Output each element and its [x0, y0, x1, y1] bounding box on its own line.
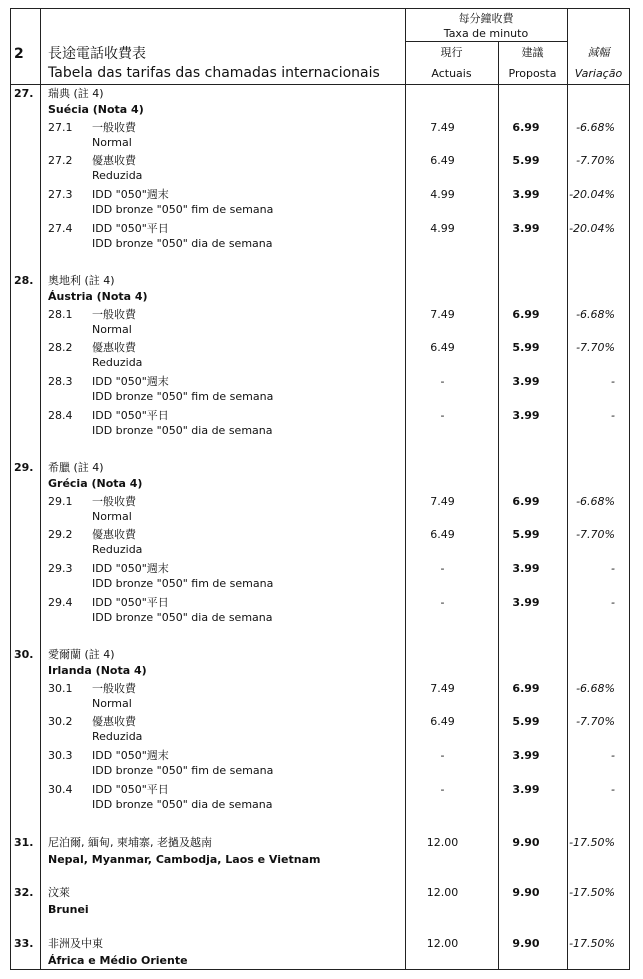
rate-proposed: 6.99 [512, 308, 540, 321]
tariff-item-code: 30.4 [48, 783, 73, 796]
tariff-item-chinese: 優惠收費 [92, 528, 136, 541]
rate-variation: -20.04% [569, 188, 615, 201]
rate-current: - [440, 783, 445, 796]
rate-proposed: 3.99 [512, 222, 540, 235]
rate-current: 6.49 [430, 154, 455, 167]
rate-current: - [440, 375, 445, 388]
rate-current: 6.49 [430, 715, 455, 728]
tariff-item-code: 29.4 [48, 596, 73, 609]
tariff-item-code: 27.1 [48, 121, 73, 134]
tariff-item-portuguese: IDD bronze "050" fim de semana [92, 764, 274, 777]
region-name-chinese: 汶萊 [48, 886, 70, 899]
region-name-portuguese: África e Médio Oriente [48, 954, 188, 967]
tariff-item-code: 27.4 [48, 222, 73, 235]
tariff-item-code: 29.3 [48, 562, 73, 575]
rate-current: 7.49 [430, 682, 455, 695]
country-name-chinese: 愛爾蘭 (註 4) [48, 648, 115, 661]
tariff-item-portuguese: IDD bronze "050" dia de semana [92, 237, 273, 250]
rate-variation: -20.04% [569, 222, 615, 235]
country-name-portuguese: Grécia (Nota 4) [48, 477, 143, 490]
tariff-item-portuguese: Reduzida [92, 543, 143, 556]
rate-variation: -7.70% [576, 154, 615, 167]
rate-proposed: 5.99 [512, 528, 540, 541]
rate-variation: -17.50% [569, 836, 615, 849]
rate-variation: - [611, 562, 615, 575]
rate-current: 6.49 [430, 528, 455, 541]
header-variation-chinese: 減幅 [587, 46, 610, 59]
rate-proposed: 6.99 [512, 682, 540, 695]
tariff-item-code: 28.1 [48, 308, 73, 321]
country-name-chinese: 希臘 (註 4) [48, 461, 104, 474]
tariff-item-portuguese: IDD bronze "050" dia de semana [92, 611, 273, 624]
rate-current: 7.49 [430, 495, 455, 508]
rate-variation: -6.68% [576, 308, 615, 321]
rate-variation: -7.70% [576, 341, 615, 354]
rate-current: 4.99 [430, 188, 455, 201]
tariff-item-code: 30.2 [48, 715, 73, 728]
rate-current: - [440, 409, 445, 422]
tariff-item-chinese: IDD "050"平日 [92, 222, 169, 235]
country-name-portuguese: Áustria (Nota 4) [48, 290, 148, 303]
tariff-item-chinese: IDD "050"平日 [92, 596, 169, 609]
tariff-item-portuguese: IDD bronze "050" fim de semana [92, 390, 274, 403]
header-variation-portuguese: Variação [574, 67, 623, 80]
region-name-chinese: 非洲及中東 [48, 937, 103, 950]
header-current-portuguese: Actuais [431, 67, 472, 80]
tariff-item-portuguese: Normal [92, 697, 132, 710]
tariff-item-chinese: IDD "050"週末 [92, 562, 169, 575]
rate-current: 6.49 [430, 341, 455, 354]
country-name-chinese: 瑞典 (註 4) [48, 87, 104, 100]
rate-variation: - [611, 375, 615, 388]
header-current-chinese: 現行 [440, 46, 463, 59]
tariff-item-code: 29.1 [48, 495, 73, 508]
tariff-item-chinese: IDD "050"平日 [92, 409, 169, 422]
rate-proposed: 9.90 [512, 886, 540, 899]
tariff-item-chinese: 優惠收費 [92, 715, 136, 728]
rate-proposed: 6.99 [512, 121, 540, 134]
rate-proposed: 3.99 [512, 596, 540, 609]
tariff-item-portuguese: IDD bronze "050" fim de semana [92, 577, 274, 590]
column-rule-variation [567, 8, 568, 970]
header-proposed-portuguese: Proposta [508, 67, 557, 80]
tariff-item-chinese: IDD "050"平日 [92, 783, 169, 796]
rate-variation: - [611, 783, 615, 796]
section-number: 2 [14, 46, 24, 62]
rate-proposed: 3.99 [512, 188, 540, 201]
rate-variation: -6.68% [576, 682, 615, 695]
tariff-item-chinese: IDD "050"週末 [92, 188, 169, 201]
tariff-item-chinese: IDD "050"週末 [92, 375, 169, 388]
rate-proposed: 5.99 [512, 154, 540, 167]
tariff-item-portuguese: Normal [92, 323, 132, 336]
tariff-item-portuguese: Reduzida [92, 356, 143, 369]
tariff-item-portuguese: Normal [92, 510, 132, 523]
rate-proposed: 9.90 [512, 937, 540, 950]
title-chinese: 長途電話收費表 [48, 46, 146, 62]
tariff-item-portuguese: Reduzida [92, 730, 143, 743]
tariff-item-portuguese: IDD bronze "050" fim de semana [92, 203, 274, 216]
country-name-chinese: 奧地利 (註 4) [48, 274, 115, 287]
rate-current: 12.00 [426, 836, 459, 849]
rate-variation: - [611, 596, 615, 609]
rate-current: 7.49 [430, 308, 455, 321]
rate-current: 12.00 [426, 937, 459, 950]
tariff-item-chinese: 一般收費 [92, 495, 136, 508]
region-name-portuguese: Nepal, Myanmar, Cambodja, Laos e Vietnam [48, 853, 321, 866]
rate-proposed: 5.99 [512, 715, 540, 728]
title-portuguese: Tabela das tarifas das chamadas internacionais [48, 65, 380, 81]
header-bottom-rule [10, 84, 630, 85]
rate-current: 12.00 [426, 886, 459, 899]
rate-current: - [440, 596, 445, 609]
column-rule-number [40, 8, 41, 970]
rate-current: 4.99 [430, 222, 455, 235]
rate-proposed: 3.99 [512, 409, 540, 422]
tariff-item-code: 28.3 [48, 375, 73, 388]
rate-proposed: 9.90 [512, 836, 540, 849]
region-number: 31. [14, 836, 34, 849]
tariff-item-chinese: 一般收費 [92, 682, 136, 695]
tariff-item-code: 30.3 [48, 749, 73, 762]
tariff-item-chinese: 一般收費 [92, 121, 136, 134]
country-number: 28. [14, 274, 34, 287]
tariff-item-portuguese: IDD bronze "050" dia de semana [92, 798, 273, 811]
rate-variation: - [611, 749, 615, 762]
tariff-item-code: 30.1 [48, 682, 73, 695]
rate-variation: -7.70% [576, 528, 615, 541]
tariff-item-chinese: 優惠收費 [92, 154, 136, 167]
region-number: 33. [14, 937, 34, 950]
rate-variation: - [611, 409, 615, 422]
rate-variation: -6.68% [576, 495, 615, 508]
rate-current: - [440, 749, 445, 762]
tariff-item-code: 27.2 [48, 154, 73, 167]
tariff-item-portuguese: Normal [92, 136, 132, 149]
rate-proposed: 3.99 [512, 749, 540, 762]
rate-proposed: 3.99 [512, 375, 540, 388]
tariff-item-code: 28.4 [48, 409, 73, 422]
header-group-chinese: 每分鐘收費 [458, 12, 514, 25]
country-number: 30. [14, 648, 34, 661]
tariff-item-chinese: IDD "050"週末 [92, 749, 169, 762]
rate-proposed: 6.99 [512, 495, 540, 508]
country-number: 27. [14, 87, 34, 100]
header-group-portuguese: Taxa de minuto [443, 27, 529, 40]
rate-variation: -7.70% [576, 715, 615, 728]
country-name-portuguese: Irlanda (Nota 4) [48, 664, 147, 677]
header-proposed-chinese: 建議 [521, 46, 544, 59]
rate-proposed: 5.99 [512, 341, 540, 354]
rate-proposed: 3.99 [512, 562, 540, 575]
rate-current: - [440, 562, 445, 575]
rate-variation: -17.50% [569, 937, 615, 950]
rate-variation: -6.68% [576, 121, 615, 134]
tariff-item-chinese: 一般收費 [92, 308, 136, 321]
tariff-item-portuguese: Reduzida [92, 169, 143, 182]
rate-variation: -17.50% [569, 886, 615, 899]
region-name-chinese: 尼泊爾, 緬甸, 柬埔寨, 老撾及越南 [48, 836, 212, 849]
region-number: 32. [14, 886, 34, 899]
rate-proposed: 3.99 [512, 783, 540, 796]
country-name-portuguese: Suécia (Nota 4) [48, 103, 144, 116]
tariff-item-code: 29.2 [48, 528, 73, 541]
tariff-item-portuguese: IDD bronze "050" dia de semana [92, 424, 273, 437]
header-group-rule [405, 41, 567, 42]
country-number: 29. [14, 461, 34, 474]
column-rule-current [405, 8, 406, 970]
tariff-item-code: 27.3 [48, 188, 73, 201]
rate-current: 7.49 [430, 121, 455, 134]
tariff-item-code: 28.2 [48, 341, 73, 354]
tariff-item-chinese: 優惠收費 [92, 341, 136, 354]
region-name-portuguese: Brunei [48, 903, 89, 916]
